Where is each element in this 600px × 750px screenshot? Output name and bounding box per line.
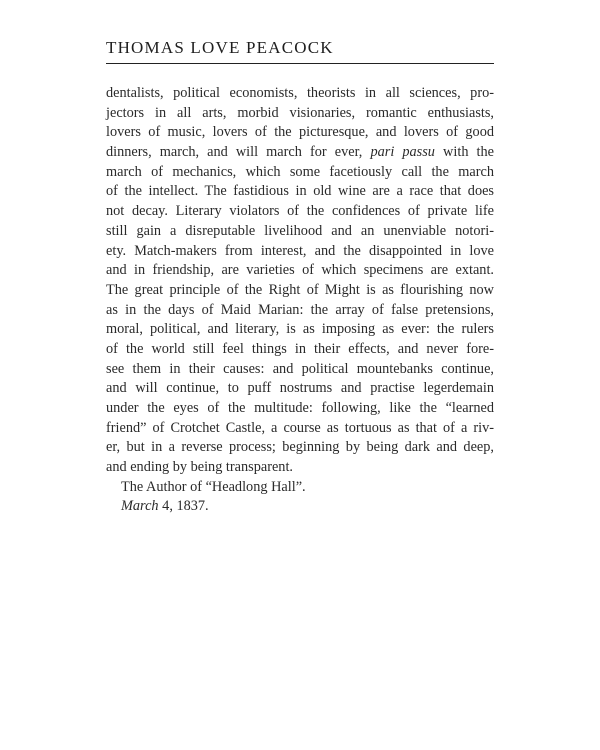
text-line: er, but in a reverse process; beginning by being dark and deep, <box>106 439 494 456</box>
date-month: March <box>121 498 159 515</box>
signature-date <box>106 497 494 517</box>
running-head: THOMAS LOVE PEACOCK <box>106 38 334 57</box>
italic-phrase: pari passu <box>370 144 435 161</box>
text-line <box>106 143 494 163</box>
text-line: and ending by being transparent. <box>106 459 293 476</box>
body-text <box>106 84 494 517</box>
text-line: lovers of music, lovers of the picturesque, and lovers of good <box>106 124 494 141</box>
text-line: The great principle of the Right of Might is as flourishing now <box>106 281 494 298</box>
text-line: moral, political, and literary, is as imposing as ever: the rulers <box>106 321 494 338</box>
text-segment: dinners, march, and will march for ever, <box>106 144 363 161</box>
text-line: see them in their causes: and political mountebanks continue, <box>106 360 494 377</box>
text-line: ety. Match-makers from interest, and the disappointed in love <box>106 242 494 259</box>
text-line: dentalists, political economists, theorists in all sciences, pro- <box>106 85 494 101</box>
author-signature: The Author of “Headlong Hall”. <box>121 478 306 495</box>
header-rule <box>106 63 494 64</box>
date-rest: 4, 1837. <box>158 498 209 515</box>
text-line: of the world still feel things in their effects, and never fore- <box>106 340 494 357</box>
text-line: march of mechanics, which some facetiously call the march <box>106 163 494 180</box>
text-line: not decay. Literary violators of the confidences of private life <box>106 203 494 220</box>
text-segment: with the <box>443 144 495 161</box>
text-line: as in the days of Maid Marian: the array of false pretensions, <box>106 301 494 318</box>
text-line: jectors in all arts, morbid visionaries, romantic enthusiasts, <box>106 104 494 121</box>
text-line: still gain a disreputable livelihood and an unenviable notori- <box>106 222 494 239</box>
text-line: under the eyes of the multitude: following, like the “learned <box>106 400 494 416</box>
text-line: friend” of Crotchet Castle, a course as tortuous as that of a riv- <box>106 419 494 436</box>
text-line: of the intellect. The fastidious in old wine are a race that does <box>106 183 494 200</box>
text-line: and will continue, to puff nostrums and practise legerdemain <box>106 380 494 397</box>
text-line: and in friendship, are varieties of which specimens are extant. <box>106 262 494 279</box>
